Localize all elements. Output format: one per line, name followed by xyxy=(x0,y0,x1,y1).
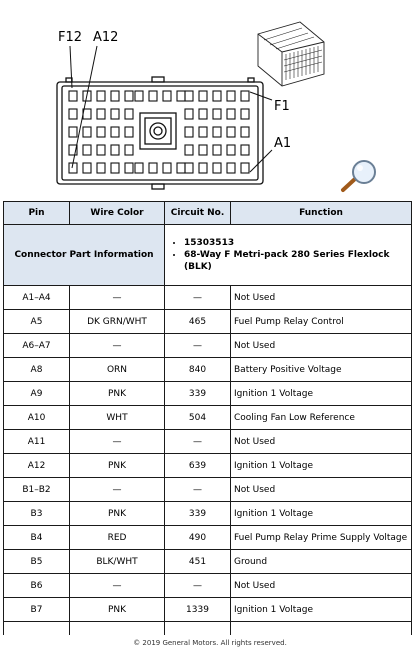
pin-cell: A1–A4 xyxy=(4,286,70,310)
table-row xyxy=(4,574,412,598)
function-cell: Not Used xyxy=(231,334,412,358)
table-row xyxy=(4,334,412,358)
pin-cavity xyxy=(241,91,249,101)
pin-cavity xyxy=(241,163,249,173)
circuit-number-cell: 840 xyxy=(165,358,231,382)
circuit-number-cell: 339 xyxy=(165,502,231,526)
function-cell: Not Used xyxy=(231,478,412,502)
connector-info-row xyxy=(4,225,412,286)
table-row xyxy=(4,454,412,478)
pin-cavity xyxy=(227,145,235,155)
wire-color-cell: — xyxy=(70,574,165,598)
connector-info-details xyxy=(165,225,412,286)
pin-cavity xyxy=(213,109,221,119)
function-cell: Ignition 1 Voltage xyxy=(231,454,412,478)
wire-color-cell: — xyxy=(70,334,165,358)
wire-color-cell xyxy=(70,622,165,636)
function-cell: Ignition 1 Voltage xyxy=(231,502,412,526)
function-cell: Ground xyxy=(231,550,412,574)
circuit-number-cell: — xyxy=(165,574,231,598)
label-f1: F1 xyxy=(274,99,290,114)
pin-cell: B6 xyxy=(4,574,70,598)
function-cell: Fuel Pump Relay Prime Supply Voltage xyxy=(231,526,412,550)
pin-cavity xyxy=(241,127,249,137)
pin-cavity xyxy=(185,109,193,119)
header-circuit-no: Circuit No. xyxy=(165,202,231,225)
function-cell: Not Used xyxy=(231,430,412,454)
pin-cell: B7 xyxy=(4,598,70,622)
pin-cavity xyxy=(227,127,235,137)
wire-color-cell: ORN xyxy=(70,358,165,382)
pin-cavity xyxy=(111,145,119,155)
pin-cavity xyxy=(227,109,235,119)
pin-cavity xyxy=(199,145,207,155)
circuit-number-cell: 1339 xyxy=(165,598,231,622)
pin-cell: B3 xyxy=(4,502,70,526)
pin-cell: B1–B2 xyxy=(4,478,70,502)
pin-cavity xyxy=(199,91,207,101)
pin-cavity xyxy=(185,127,193,137)
wire-color-cell: — xyxy=(70,478,165,502)
circuit-number-cell: 490 xyxy=(165,526,231,550)
function-cell: Not Used xyxy=(231,286,412,310)
table-row xyxy=(4,310,412,334)
wire-color-cell: DK GRN/WHT xyxy=(70,310,165,334)
function-cell: Fuel Pump Relay Control xyxy=(231,310,412,334)
connector-table-container xyxy=(3,201,415,635)
wire-color-cell: WHT xyxy=(70,406,165,430)
table-row xyxy=(4,406,412,430)
pin-cell: A6–A7 xyxy=(4,334,70,358)
pin-cavity xyxy=(125,163,133,173)
connector-info-item: • 15303513 xyxy=(184,237,408,249)
wire-color-cell: PNK xyxy=(70,382,165,406)
wire-color-cell: PNK xyxy=(70,598,165,622)
wire-color-cell: RED xyxy=(70,526,165,550)
copyright-footer: © 2019 General Motors. All rights reserved. xyxy=(133,639,287,647)
header-function: Function xyxy=(231,202,412,225)
pin-cavity xyxy=(69,127,77,137)
pin-cavity xyxy=(177,163,185,173)
circuit-number-cell: 465 xyxy=(165,310,231,334)
pin-cavity xyxy=(213,145,221,155)
circuit-number-cell: 504 xyxy=(165,406,231,430)
table-header-row xyxy=(4,202,412,225)
pin-cavity xyxy=(185,163,193,173)
pin-cavity xyxy=(69,109,77,119)
pin-cavity xyxy=(97,145,105,155)
circuit-number-cell: — xyxy=(165,430,231,454)
pin-cavity xyxy=(83,163,91,173)
pin-cavity xyxy=(185,91,193,101)
pin-cavity xyxy=(125,91,133,101)
connector-info-list xyxy=(168,237,408,273)
pin-cell: A12 xyxy=(4,454,70,478)
pin-cavity xyxy=(227,91,235,101)
pin-cavity xyxy=(199,163,207,173)
pin-cavity xyxy=(149,163,157,173)
table-row xyxy=(4,478,412,502)
pin-cavity xyxy=(135,163,143,173)
pin-cell: A9 xyxy=(4,382,70,406)
table-row xyxy=(4,286,412,310)
function-cell: Ignition 1 Voltage xyxy=(231,598,412,622)
pin-cavity xyxy=(199,109,207,119)
wire-color-cell: PNK xyxy=(70,502,165,526)
pin-cavity xyxy=(111,127,119,137)
pin-cavity xyxy=(177,91,185,101)
label-f12: F12 xyxy=(58,30,83,45)
label-a1: A1 xyxy=(274,136,292,151)
table-row xyxy=(4,430,412,454)
pin-cell: A11 xyxy=(4,430,70,454)
circuit-number-cell: — xyxy=(165,286,231,310)
pin-cavity xyxy=(213,127,221,137)
circuit-number-cell: 639 xyxy=(165,454,231,478)
circuit-number-cell: — xyxy=(165,334,231,358)
pin-cell: B4 xyxy=(4,526,70,550)
pin-cavity xyxy=(69,91,77,101)
pin-cell: A5 xyxy=(4,310,70,334)
circuit-number-cell xyxy=(165,622,231,636)
pin-cavity xyxy=(185,145,193,155)
function-cell: Not Used xyxy=(231,574,412,598)
pin-cavity xyxy=(111,91,119,101)
wire-color-cell: — xyxy=(70,286,165,310)
pin-cell xyxy=(4,622,70,636)
connector-info-item: • 68-Way F Metri-pack 280 Series Flexlock (BLK) xyxy=(184,249,408,273)
circuit-number-cell: — xyxy=(165,478,231,502)
wire-color-cell: — xyxy=(70,430,165,454)
function-cell xyxy=(231,622,412,636)
pin-cavity xyxy=(241,109,249,119)
pin-cavity xyxy=(149,91,157,101)
pin-cell: B5 xyxy=(4,550,70,574)
wire-color-cell: BLK/WHT xyxy=(70,550,165,574)
function-cell: Cooling Fan Low Reference xyxy=(231,406,412,430)
header-pin: Pin xyxy=(4,202,70,225)
table-row xyxy=(4,358,412,382)
pin-cavity xyxy=(241,145,249,155)
function-cell: Ignition 1 Voltage xyxy=(231,382,412,406)
table-row xyxy=(4,550,412,574)
table-row xyxy=(4,526,412,550)
function-cell: Battery Positive Voltage xyxy=(231,358,412,382)
circuit-number-cell: 339 xyxy=(165,382,231,406)
pin-cavity xyxy=(97,109,105,119)
pin-cavity xyxy=(213,163,221,173)
label-a12: A12 xyxy=(93,30,119,45)
pin-cavity xyxy=(111,163,119,173)
pin-cavity xyxy=(83,145,91,155)
magnifier-icon xyxy=(343,161,375,190)
pin-cavity xyxy=(135,91,143,101)
pin-cavity xyxy=(97,127,105,137)
connector-table xyxy=(3,201,412,635)
pin-cavity xyxy=(83,127,91,137)
table-row xyxy=(4,382,412,406)
pin-cell: A8 xyxy=(4,358,70,382)
pin-cavity xyxy=(97,163,105,173)
table-row xyxy=(4,622,412,636)
pin-cavity xyxy=(163,91,171,101)
pin-cavity xyxy=(213,91,221,101)
connector-diagram xyxy=(0,0,420,200)
wire-color-cell: PNK xyxy=(70,454,165,478)
circuit-number-cell: 451 xyxy=(165,550,231,574)
table-row xyxy=(4,502,412,526)
pin-cavity xyxy=(97,91,105,101)
pin-cavity xyxy=(125,127,133,137)
pin-cavity xyxy=(111,109,119,119)
table-row xyxy=(4,598,412,622)
pin-cavity xyxy=(125,145,133,155)
pin-cell: A10 xyxy=(4,406,70,430)
pin-cavity xyxy=(227,163,235,173)
pin-cavity xyxy=(199,127,207,137)
connector-info-heading: Connector Part Information xyxy=(4,225,165,286)
pin-cavity xyxy=(125,109,133,119)
pin-cavity xyxy=(163,163,171,173)
header-wire-color: Wire Color xyxy=(70,202,165,225)
